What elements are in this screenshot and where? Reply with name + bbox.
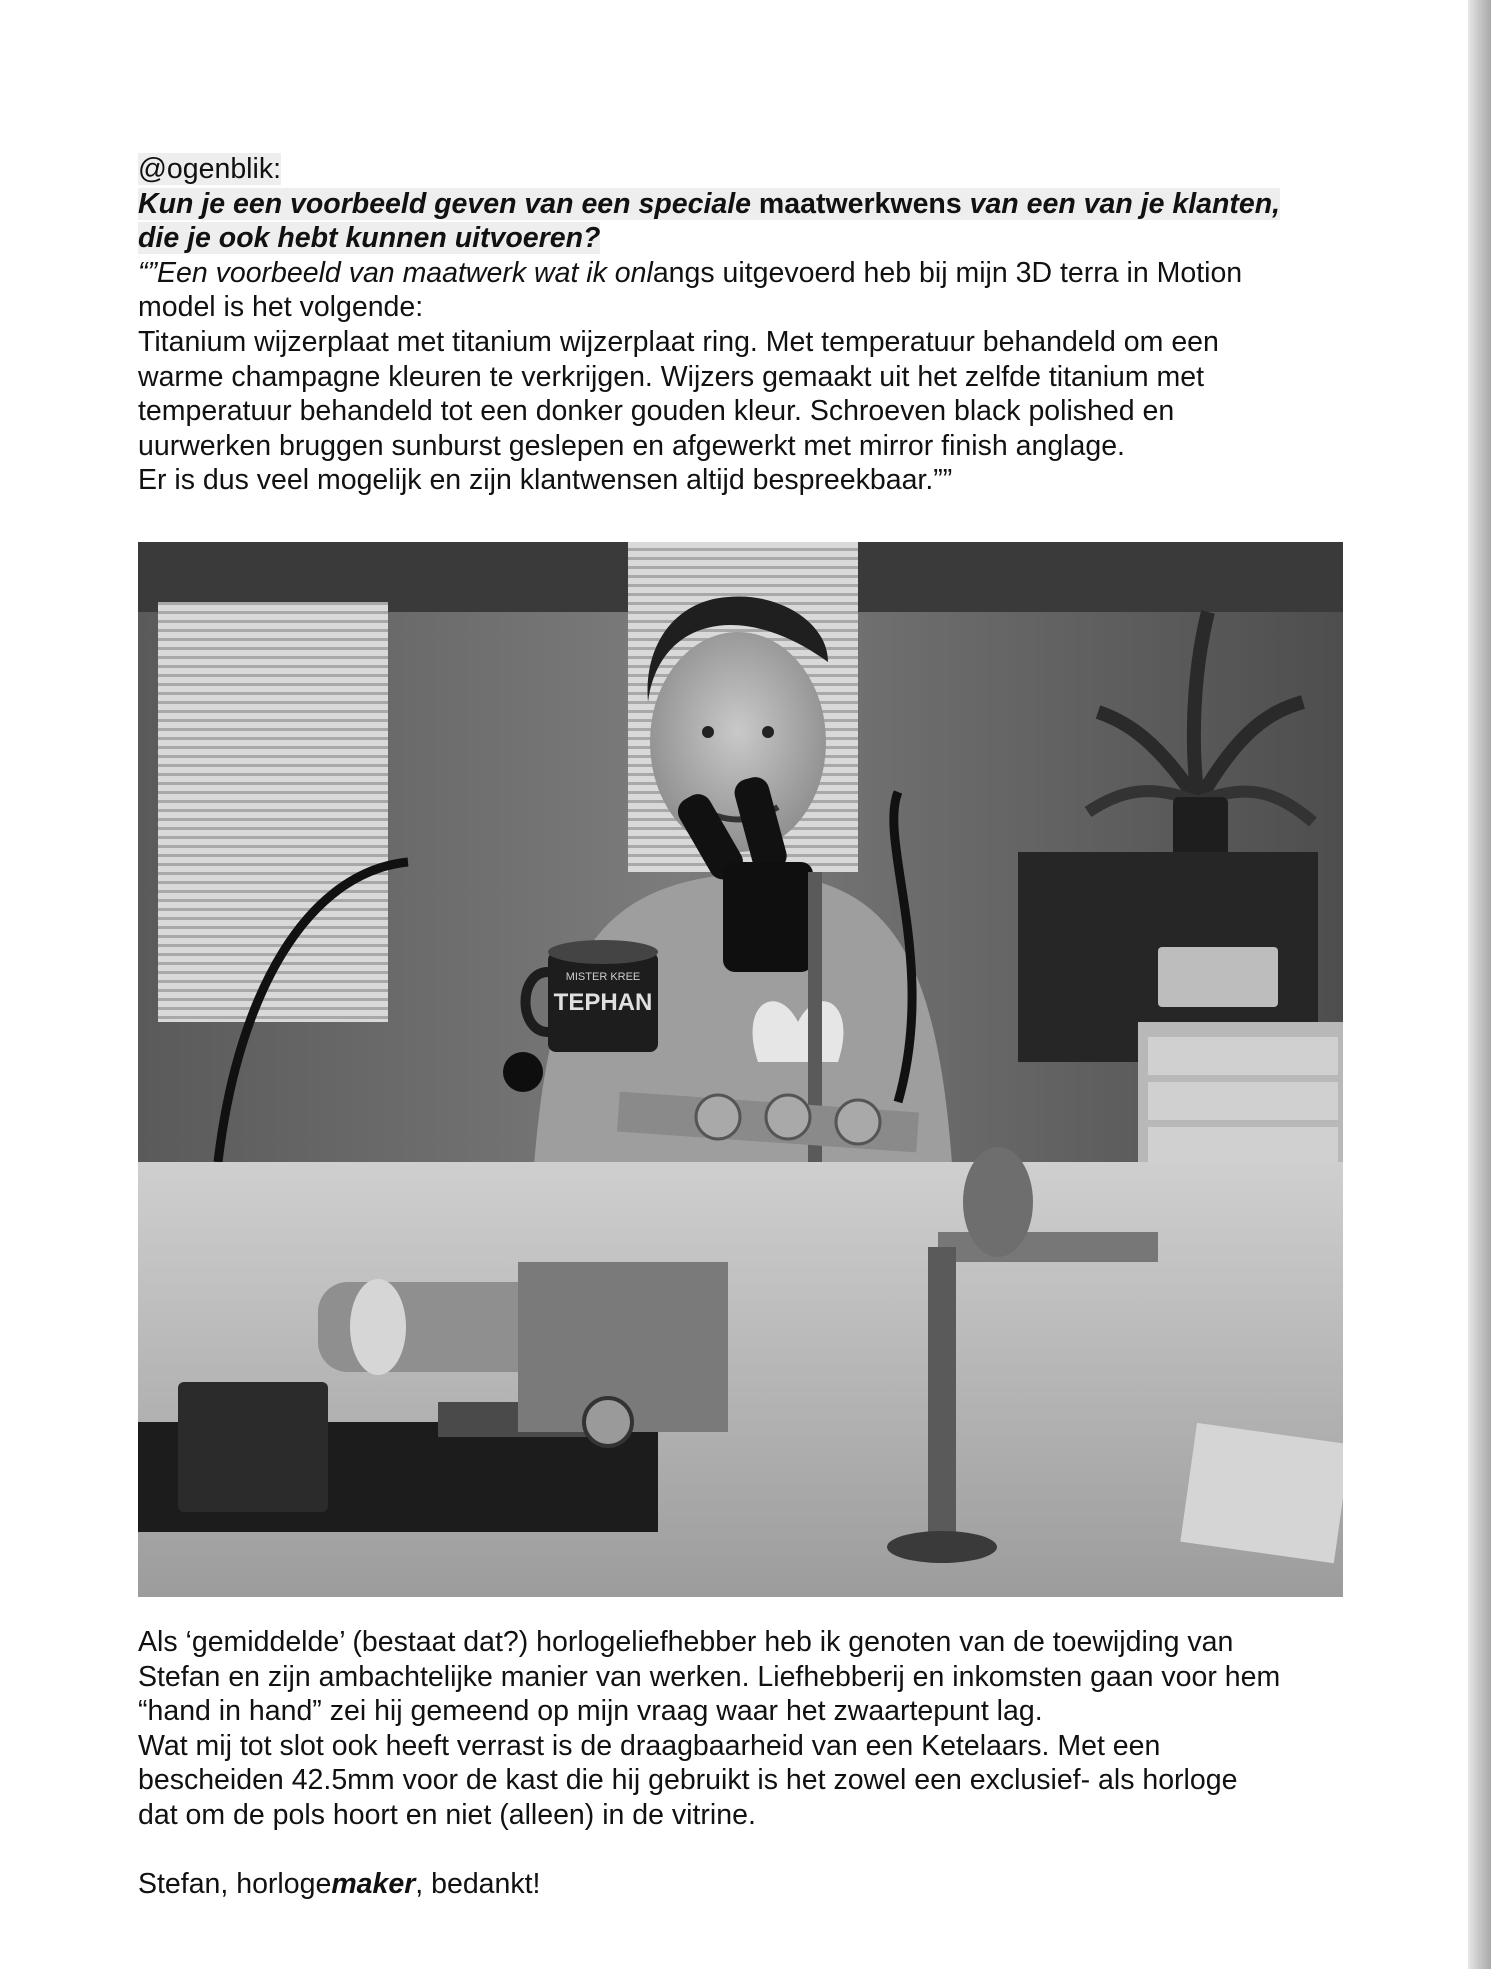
closing-line-3: “hand in hand” zei hij gemeend op mijn vraag waar het zwaartepunt lag. <box>138 1695 1043 1728</box>
watchmaker-workshop-photo <box>138 542 1343 1597</box>
question-line-1: Kun je een voorbeeld geven van een speciale maatwerkwens van een van je klanten, <box>138 187 1281 220</box>
answer-line-1: “”Een voorbeeld van maatwerk wat ik onlangs uitgevoerd heb bij mijn 3D terra in Motion <box>138 256 1243 289</box>
answer-line-4: warme champagne kleuren te verkrijgen. Wijzers gemaakt uit het zelfde titanium met <box>138 360 1205 393</box>
window-blinds-left <box>158 602 388 1022</box>
closing-line-5: bescheiden 42.5mm voor de kast die hij gebruikt is het zowel een exclusief- als horloge <box>138 1764 1238 1797</box>
power-supply <box>1158 947 1278 1007</box>
interview-text-bottom <box>138 1625 1348 1902</box>
svg-text:TEPHAN: TEPHAN <box>553 989 653 1016</box>
closing-line-1: Als ‘gemiddelde’ (bestaat dat?) horlogeliefhebber heb ik genoten van de toewijding van <box>138 1626 1234 1658</box>
answer-line-3: Titanium wijzerplaat met titanium wijzerplaat ring. Met temperatuur behandeld om een <box>138 325 1219 358</box>
lamp-head <box>503 1052 543 1092</box>
question-line-2: die je ook hebt kunnen uitvoeren? <box>138 222 601 255</box>
answer-line-7: Er is dus veel mogelijk en zijn klantwensen altijd bespreekbaar.”” <box>138 464 953 497</box>
intro-handle: @ogenblik: <box>138 153 282 185</box>
interview-text-top <box>138 152 1348 498</box>
answer-line-6: uurwerken bruggen sunburst geslepen en afgewerkt met mirror finish anglage. <box>138 429 1125 462</box>
svg-text:MISTER KREE: MISTER KREE <box>565 971 641 983</box>
closing-line-4: Wat mij tot slot ook heeft verrast is de draagbaarheid van een Ketelaars. Met een <box>138 1729 1161 1762</box>
viewer-page-edge <box>1468 0 1491 1969</box>
closing-line-2: Stefan en zijn ambachtelijke manier van werken. Liefhebberij en inkomsten gaan voor hem <box>138 1660 1281 1693</box>
answer-line-2: model is het volgende: <box>138 291 424 324</box>
answer-line-5: temperatuur behandeld tot een donker gouden kleur. Schroeven black polished en <box>138 395 1175 428</box>
photo-illustration <box>138 542 1343 1597</box>
blank-line <box>138 1833 1348 1868</box>
closing-line-6: dat om de pols hoort en niet (alleen) in de vitrine. <box>138 1798 756 1831</box>
signoff: Stefan, horlogemaker, bedankt! <box>138 1868 541 1901</box>
